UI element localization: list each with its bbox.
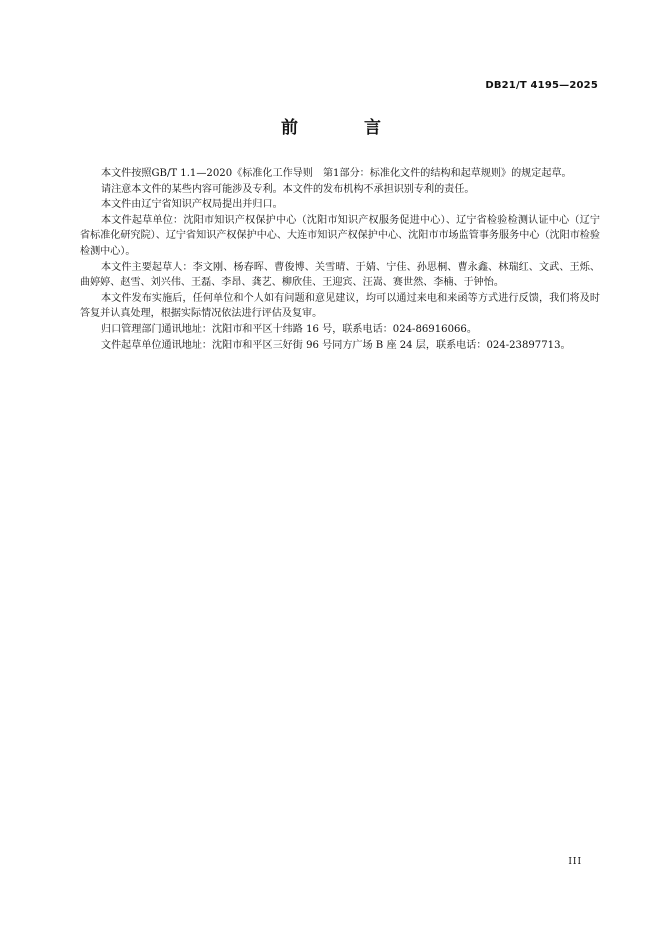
paragraph-proposer: 本文件由辽宁省知识产权局提出并归口。	[101, 199, 283, 211]
paragraph-drafter-address: 文件起草单位通讯地址：沈阳市和平区三好街 96 号同方广场 B 座 24 层，联系电话：024-23897713。	[101, 339, 571, 351]
paragraph-patent-notice: 请注意本文件的某些内容可能涉及专利。本文件的发布机构不承担识别专利的责任。	[101, 183, 475, 195]
page-number: III	[568, 857, 582, 867]
paragraph-main-drafters: 本文件主要起草人：李文刚、杨春晖、曹俊博、关雪晴、于婧、宁佳、孙思桐、曹永鑫、林瑞红、文武、王烁、曲婷婷、赵雪、刘兴伟、王磊、李昂、龚艺、柳欣佳、王迎宾、汪嵩、赛世然、李楠、于钟怡。	[80, 261, 600, 289]
standard-code: DB21/T 4195—2025	[485, 80, 598, 91]
paragraph-drafting-units: 本文件起草单位：沈阳市知识产权保护中心（沈阳市知识产权服务促进中心）、辽宁省检验检测认证中心（辽宁省标准化研究院）、辽宁省知识产权保护中心、大连市知识产权保护中心、沈阳市市场监管事务服务中心（沈阳市检验检测中心）。	[80, 214, 600, 257]
paragraph-drafting-basis: 本文件按照GB/T 1.1—2020《标准化工作导则 第1部分：标准化文件的结构和起草规则》的规定起草。	[101, 168, 572, 179]
paragraph-feedback: 本文件发布实施后，任何单位和个人如有问题和意见建议，均可以通过来电和来函等方式进行反馈，我们将及时答复并认真处理，根据实际情况依法进行评估及复审。	[80, 292, 600, 320]
paragraph-admin-address: 归口管理部门通讯地址：沈阳市和平区十纬路 16 号，联系电话：024-86916066。	[101, 323, 477, 335]
foreword-body	[80, 166, 600, 353]
page-title: 前 言	[281, 118, 411, 138]
